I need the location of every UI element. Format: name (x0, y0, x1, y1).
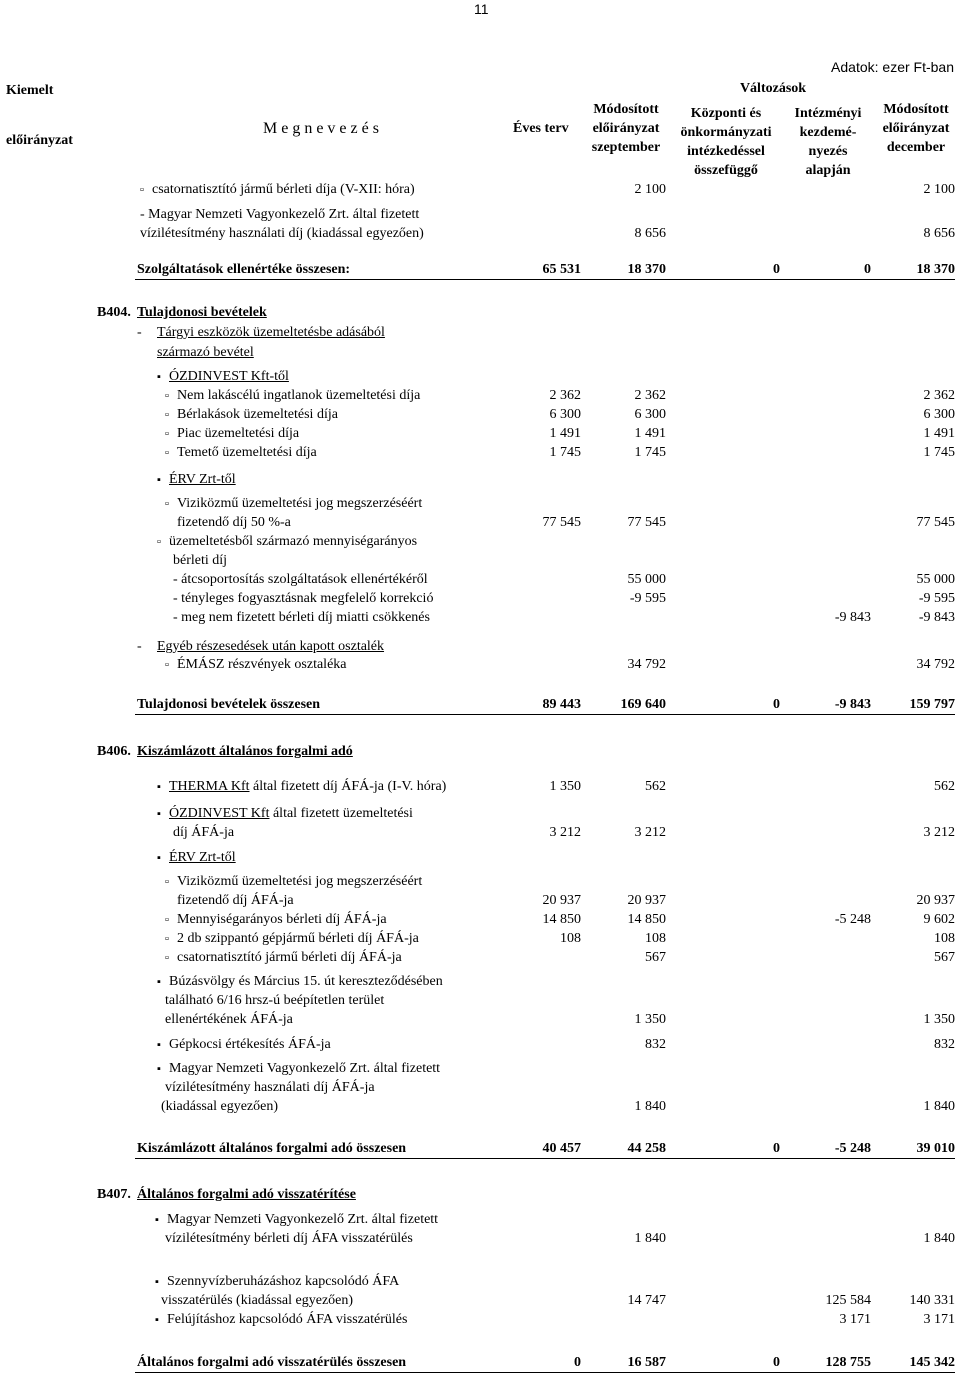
cell-value: 3 212 (549, 825, 581, 840)
row-label (97, 1186, 131, 1204)
cell-value: 1 840 (634, 1099, 666, 1114)
cell-value: 145 342 (909, 1355, 955, 1370)
bullet-icon: ▫ (140, 184, 144, 196)
cell-value: 6 300 (634, 407, 666, 422)
row-label (157, 805, 413, 823)
row-label-text: díj ÁFÁ-ja (173, 825, 235, 840)
row-label-text: Szolgáltatások ellenértéke összesen: (137, 262, 351, 277)
total-underline (135, 714, 955, 715)
cell-value: 3 212 (923, 825, 955, 840)
row-label-text: Búzásvölgy és Március 15. út kereszteződésében (169, 974, 443, 989)
page-number: 11 (474, 1, 489, 17)
row-label (140, 225, 424, 243)
cell-value: 140 331 (909, 1293, 955, 1308)
row-label-text: visszatérülés (kiadással egyezően) (161, 1293, 354, 1308)
cell-value: 1 350 (549, 779, 581, 794)
header-mod-dec: Módosított előirányzat december (882, 102, 950, 155)
bullet-icon: ▪ (157, 1039, 161, 1051)
bullet-icon: ▫ (165, 914, 169, 926)
row-label-text: ÉRV Zrt-től (169, 850, 236, 865)
cell-value: 77 545 (627, 515, 666, 530)
cell-value: 1 491 (549, 426, 581, 441)
cell-value: -5 248 (834, 912, 871, 927)
header-valtozasok: Változások (739, 81, 807, 96)
row-label (173, 824, 234, 842)
header-kiemelt: Kiemelt (6, 83, 54, 98)
row-label (157, 973, 443, 991)
row-label-text: vízilétesítmény használati díj ÁFÁ-ja (165, 1080, 375, 1095)
row-label (165, 406, 338, 424)
row-label (137, 1354, 406, 1372)
bullet-icon: ▪ (157, 781, 161, 793)
row-label (137, 1186, 356, 1204)
cell-value: 55 000 (627, 572, 666, 587)
cell-value: 1 745 (634, 445, 666, 460)
header-intezmenyi: Intézményi kezdemé- nyezés alapján (794, 106, 862, 178)
cell-value: 14 850 (627, 912, 666, 927)
bullet-icon: ▫ (165, 428, 169, 440)
bullet-icon: ▪ (157, 976, 161, 988)
row-label (165, 495, 422, 513)
bullet-icon: ▪ (155, 1314, 159, 1326)
bullet-icon: ▪ (157, 852, 161, 864)
row-label (177, 892, 294, 910)
cell-value: 1 491 (923, 426, 955, 441)
cell-value: 34 792 (916, 657, 955, 672)
row-label (165, 387, 420, 405)
row-label-text: 2 db szippantó gépjármű bérleti díj ÁFÁ-ja (177, 931, 419, 946)
row-label-text: ellenértékének ÁFÁ-ja (165, 1012, 293, 1027)
cell-value: 9 602 (923, 912, 955, 927)
cell-value: 1 745 (923, 445, 955, 460)
row-label-text: B407. (97, 1187, 131, 1202)
row-label-text: B404. (97, 305, 131, 320)
row-label-text: Viziközmű üzemeltetési jog megszerzéséért (177, 874, 423, 889)
row-label (157, 1060, 440, 1078)
row-label (173, 609, 430, 627)
row-label-text: bérleti díj (173, 553, 228, 568)
cell-value: 125 584 (825, 1293, 871, 1308)
cell-value: 0 (773, 697, 780, 712)
cell-value: -9 843 (834, 610, 871, 625)
row-label (157, 638, 384, 656)
row-label-text: - tényleges fogyasztásnak megfelelő korrekció (173, 591, 434, 606)
row-label-text: csatornatisztító jármű bérleti díj ÁFÁ-ja (177, 950, 402, 965)
cell-value: 1 840 (923, 1231, 955, 1246)
cell-value: 3 171 (923, 1312, 955, 1327)
cell-value: 55 000 (916, 572, 955, 587)
bullet-icon: ▫ (165, 498, 169, 510)
row-label-text: származó bevétel (157, 345, 254, 360)
row-label-text: Kiszámlázott általános forgalmi adó (137, 744, 353, 759)
bullet-icon: ▪ (157, 474, 161, 486)
total-underline (135, 1158, 955, 1159)
row-label (165, 425, 299, 443)
cell-value: 562 (934, 779, 955, 794)
cell-value: -9 595 (629, 591, 666, 606)
row-label-text: üzemeltetésből származó mennyiségarányos (169, 534, 418, 549)
row-label (157, 368, 289, 386)
bullet-icon: ▪ (157, 1063, 161, 1075)
row-label-text: Tárgyi eszközök üzemeltetésbe adásából (157, 325, 385, 340)
cell-value: 1 350 (923, 1012, 955, 1027)
cell-value: 1 840 (923, 1099, 955, 1114)
row-label-suffix: által fizetett díj ÁFÁ-ja (I-V. hóra) (249, 779, 447, 794)
row-label (165, 930, 419, 948)
header-eves-terv: Éves terv (513, 121, 569, 136)
cell-value: 65 531 (542, 262, 581, 277)
bullet-icon: ▫ (165, 390, 169, 402)
row-label (173, 571, 428, 589)
row-label-text: fizetendő díj 50 %-a (177, 515, 291, 530)
row-label-text: Szennyvízberuházáshoz kapcsolódó ÁFA (167, 1274, 400, 1289)
header-kozponti: Központi és önkormányzati intézkedéssel összefüggő (680, 106, 772, 178)
row-label-text: Általános forgalmi adó visszatérülés összesen (137, 1355, 407, 1370)
row-label-text: Gépkocsi értékesítés ÁFÁ-ja (169, 1037, 331, 1052)
row-label-text: ÓZDINVEST Kft (169, 806, 270, 821)
row-label-text: - átcsoportosítás szolgáltatások ellenértékéről (173, 572, 428, 587)
units-note: Adatok: ezer Ft-ban (831, 59, 954, 75)
cell-value: 1 840 (634, 1231, 666, 1246)
header-mod-sep: Módosított előirányzat szeptember (591, 102, 661, 155)
row-label-text: ÉMÁSZ részvények osztaléka (177, 657, 347, 672)
row-label (140, 181, 415, 199)
row-label (161, 1098, 278, 1116)
cell-value: 2 362 (549, 388, 581, 403)
cell-value: 159 797 (909, 697, 955, 712)
row-label (165, 1230, 413, 1248)
cell-value: 108 (560, 931, 581, 946)
row-label-text: (kiadással egyezően) (161, 1099, 278, 1114)
row-label-text: THERMA Kft (169, 779, 250, 794)
row-label (157, 1036, 331, 1054)
cell-value: 2 100 (923, 182, 955, 197)
cell-value: 0 (773, 262, 780, 277)
cell-value: 1 745 (549, 445, 581, 460)
row-label-text: Magyar Nemzeti Vagyonkezelő Zrt. által fizetett (167, 1212, 439, 1227)
row-label (97, 743, 131, 761)
row-label (165, 1011, 293, 1029)
row-label (157, 849, 236, 867)
cell-value: 6 300 (549, 407, 581, 422)
cell-value: 8 656 (634, 226, 666, 241)
bullet-icon: ▫ (157, 536, 161, 548)
row-label (165, 444, 317, 462)
cell-value: 77 545 (542, 515, 581, 530)
row-label-text: csatornatisztító jármű bérleti díja (V-XII: hóra) (152, 182, 415, 197)
cell-value: 14 747 (627, 1293, 666, 1308)
header-megnevezes: M e g n e v e z é s (263, 120, 379, 137)
row-label-text: - Magyar Nemzeti Vagyonkezelő Zrt. által fizetett (140, 207, 420, 222)
cell-value: -9 843 (834, 697, 871, 712)
row-label-text: Temető üzemeltetési díja (177, 445, 317, 460)
cell-value: 18 370 (627, 262, 666, 277)
row-label (177, 514, 291, 532)
bullet-icon: ▫ (165, 952, 169, 964)
cell-value: 1 491 (634, 426, 666, 441)
row-label-text: Nem lakáscélú ingatlanok üzemeltetési díja (177, 388, 421, 403)
cell-value: 169 640 (620, 697, 666, 712)
row-label (173, 552, 227, 570)
bullet-icon: ▫ (165, 409, 169, 421)
cell-value: 3 171 (839, 1312, 871, 1327)
cell-value: 89 443 (542, 697, 581, 712)
row-label-text: - (137, 639, 142, 654)
bullet-icon: ▫ (165, 447, 169, 459)
row-label (137, 261, 350, 279)
row-label (157, 471, 236, 489)
row-label-text: található 6/16 hrsz-ú beépítetlen terület (165, 993, 385, 1008)
cell-value: 6 300 (923, 407, 955, 422)
row-label-text: B406. (97, 744, 131, 759)
row-label (165, 656, 347, 674)
row-label-text: ÉRV Zrt-től (169, 472, 236, 487)
cell-value: 20 937 (542, 893, 581, 908)
cell-value: 0 (574, 1355, 581, 1370)
row-label-text: ÓZDINVEST Kft-től (169, 369, 289, 384)
row-label (137, 696, 320, 714)
bullet-icon: ▫ (165, 933, 169, 945)
row-label-text: Bérlakások üzemeltetési díja (177, 407, 338, 422)
cell-value: 567 (934, 950, 955, 965)
cell-value: 108 (645, 931, 666, 946)
bullet-icon: ▪ (157, 808, 161, 820)
row-label (155, 1273, 399, 1291)
cell-value: 18 370 (916, 262, 955, 277)
row-label-text: vízilétesítmény bérleti díj ÁFA visszatérülés (165, 1231, 413, 1246)
cell-value: 567 (645, 950, 666, 965)
row-label-text: Piac üzemeltetési díja (177, 426, 300, 441)
bullet-icon: ▫ (165, 876, 169, 888)
cell-value: 128 755 (825, 1355, 871, 1370)
cell-value: 0 (864, 262, 871, 277)
row-label (157, 344, 254, 362)
cell-value: 44 258 (627, 1141, 666, 1156)
row-label (137, 1140, 406, 1158)
row-label-suffix: által fizetett üzemeltetési (269, 806, 413, 821)
row-label (155, 1311, 407, 1329)
cell-value: 0 (773, 1141, 780, 1156)
cell-value: 2 100 (634, 182, 666, 197)
cell-value: -9 843 (918, 610, 955, 625)
cell-value: 832 (645, 1037, 666, 1052)
row-label-text: Általános forgalmi adó visszatérítése (137, 1187, 356, 1202)
row-label-text: Viziközmű üzemeltetési jog megszerzéséért (177, 496, 423, 511)
cell-value: -5 248 (834, 1141, 871, 1156)
row-label-text: Tulajdonosi bevételek összesen (137, 697, 321, 712)
cell-value: 20 937 (627, 893, 666, 908)
row-label-text: Egyéb részesedések után kapott osztalék (157, 639, 385, 654)
cell-value: 77 545 (916, 515, 955, 530)
row-label (155, 1211, 438, 1229)
row-label-text: Magyar Nemzeti Vagyonkezelő Zrt. által fizetett (169, 1061, 441, 1076)
row-label (140, 206, 419, 224)
row-label (157, 533, 417, 551)
row-label (173, 590, 433, 608)
row-label-text: Mennyiségarányos bérleti díj ÁFÁ-ja (177, 912, 387, 927)
bullet-icon: ▪ (157, 371, 161, 383)
row-label (137, 304, 267, 322)
row-label-text: vízilétesítmény használati díj (kiadással egyezően) (140, 226, 424, 241)
row-label (157, 778, 446, 796)
cell-value: 34 792 (627, 657, 666, 672)
total-underline (135, 279, 955, 280)
cell-value: 20 937 (916, 893, 955, 908)
cell-value: -9 595 (918, 591, 955, 606)
row-label-text: fizetendő díj ÁFÁ-ja (177, 893, 294, 908)
row-label-text: - (137, 325, 142, 340)
row-label (137, 743, 353, 761)
row-label-text: Felújításhoz kapcsolódó ÁFA visszatérülés (167, 1312, 408, 1327)
cell-value: 40 457 (542, 1141, 581, 1156)
row-label (165, 873, 422, 891)
row-label (165, 911, 387, 929)
row-label (137, 324, 142, 342)
row-label (161, 1292, 353, 1310)
cell-value: 2 362 (923, 388, 955, 403)
cell-value: 108 (934, 931, 955, 946)
cell-value: 2 362 (634, 388, 666, 403)
header-eloiranyzat: előirányzat (6, 133, 73, 148)
row-label (97, 304, 131, 322)
cell-value: 8 656 (923, 226, 955, 241)
cell-value: 1 350 (634, 1012, 666, 1027)
row-label (165, 1079, 375, 1097)
row-label-text: Kiszámlázott általános forgalmi adó összesen (137, 1141, 407, 1156)
row-label (137, 638, 142, 656)
row-label (165, 949, 402, 967)
row-label-text: Tulajdonosi bevételek (137, 305, 267, 320)
bullet-icon: ▪ (155, 1214, 159, 1226)
cell-value: 39 010 (916, 1141, 955, 1156)
cell-value: 3 212 (634, 825, 666, 840)
cell-value: 14 850 (542, 912, 581, 927)
total-underline (135, 1372, 955, 1373)
row-label-text: - meg nem fizetett bérleti díj miatti csökkenés (173, 610, 430, 625)
cell-value: 832 (934, 1037, 955, 1052)
cell-value: 562 (645, 779, 666, 794)
cell-value: 16 587 (627, 1355, 666, 1370)
row-label (157, 324, 385, 342)
bullet-icon: ▫ (165, 659, 169, 671)
row-label (165, 992, 384, 1010)
cell-value: 0 (773, 1355, 780, 1370)
bullet-icon: ▪ (155, 1276, 159, 1288)
